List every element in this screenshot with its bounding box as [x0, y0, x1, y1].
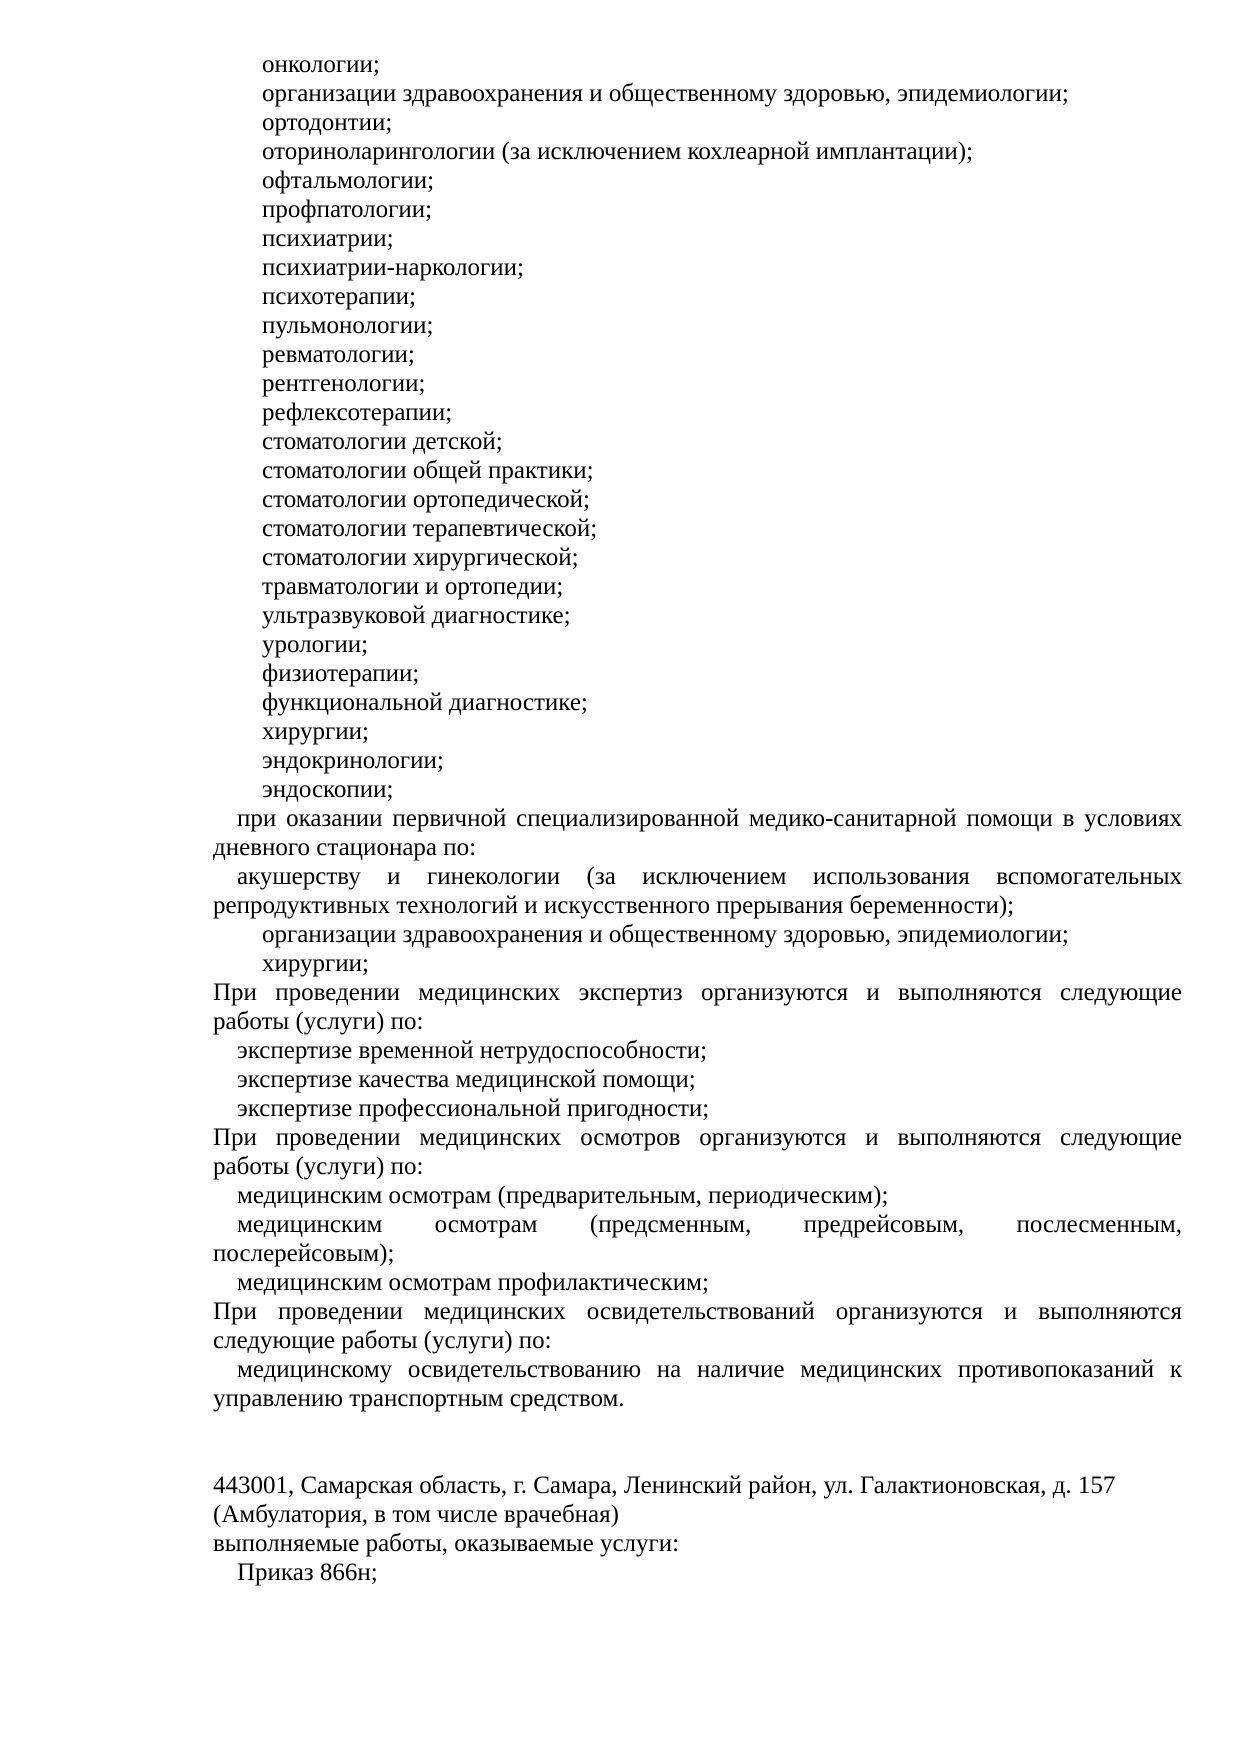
document-line: психиатрии;: [262, 225, 394, 252]
document-line: физиотерапии;: [262, 660, 420, 687]
document-line: 443001, Самарская область, г. Самара, Ленинский район, ул. Галактионовская, д. 157: [213, 1472, 1116, 1499]
document-line: следующие работы (услуги) по:: [213, 1327, 552, 1354]
document-line: выполняемые работы, оказываемые услуги:: [213, 1530, 680, 1557]
document-line: организации здравоохранения и общественному здоровью, эпидемиологии;: [262, 80, 1069, 107]
document-line: урологии;: [262, 631, 369, 658]
document-line: при оказании первичной специализированной медико-санитарной помощи в условиях: [237, 805, 1182, 832]
document-line: хирургии;: [262, 950, 370, 977]
document-line: (Амбулатория, в том числе врачебная): [213, 1501, 619, 1528]
document-line: работы (услуги) по:: [213, 1008, 424, 1035]
document-line: репродуктивных технологий и искусственного прерывания беременности);: [213, 892, 1015, 919]
document-line: стоматологии детской;: [262, 428, 503, 455]
document-line: профпатологии;: [262, 196, 433, 223]
document-line: эндоскопии;: [262, 776, 394, 803]
document-line: При проведении медицинских экспертиз организуются и выполняются следующие: [213, 979, 1182, 1006]
document-line: медицинским осмотрам (предварительным, периодическим);: [237, 1182, 889, 1209]
document-line: офтальмологии;: [262, 167, 435, 194]
document-line: рентгенологии;: [262, 370, 426, 397]
document-line: онкологии;: [262, 51, 380, 78]
document-line: управлению транспортным средством.: [213, 1385, 625, 1412]
document-line: рефлексотерапии;: [262, 399, 453, 426]
document-line: травматологии и ортопедии;: [262, 573, 564, 600]
document-line: функциональной диагностике;: [262, 689, 588, 716]
document-line: медицинскому освидетельствованию на наличие медицинских противопоказаний к: [237, 1356, 1182, 1383]
document-line: психиатрии-наркологии;: [262, 254, 524, 281]
document-line: экспертизе качества медицинской помощи;: [237, 1066, 696, 1093]
document-line: организации здравоохранения и общественному здоровью, эпидемиологии;: [262, 921, 1069, 948]
document-line: акушерству и гинекологии (за исключением использования вспомогательных: [237, 863, 1182, 890]
document-line: хирургии;: [262, 718, 370, 745]
document-body: [213, 50, 1182, 1587]
document-line: стоматологии ортопедической;: [262, 486, 590, 513]
document-line: работы (услуги) по:: [213, 1153, 424, 1180]
document-line: дневного стационара по:: [213, 834, 477, 861]
document-line: ревматологии;: [262, 341, 415, 368]
document-line: ультразвуковой диагностике;: [262, 602, 571, 629]
document-line: медицинским осмотрам (предсменным, предрейсовым, послесменным,: [237, 1211, 1182, 1238]
document-line: стоматологии терапевтической;: [262, 515, 598, 542]
document-line: эндокринологии;: [262, 747, 444, 774]
document-line: стоматологии хирургической;: [262, 544, 579, 571]
document-line: При проведении медицинских освидетельствований организуются и выполняются: [213, 1298, 1182, 1325]
document-line: ортодонтии;: [262, 109, 393, 136]
document-line: послерейсовым);: [213, 1240, 395, 1267]
document-line: экспертизе временной нетрудоспособности;: [237, 1037, 708, 1064]
document-line: При проведении медицинских осмотров организуются и выполняются следующие: [213, 1124, 1182, 1151]
document-line: оториноларингологии (за исключением кохлеарной имплантации);: [262, 138, 974, 165]
document-line: медицинским осмотрам профилактическим;: [237, 1269, 709, 1296]
document-line: экспертизе профессиональной пригодности;: [237, 1095, 710, 1122]
document-line: пульмонологии;: [262, 312, 434, 339]
document-line: стоматологии общей практики;: [262, 457, 594, 484]
document-line: психотерапии;: [262, 283, 416, 310]
document-line: Приказ 866н;: [237, 1559, 378, 1586]
